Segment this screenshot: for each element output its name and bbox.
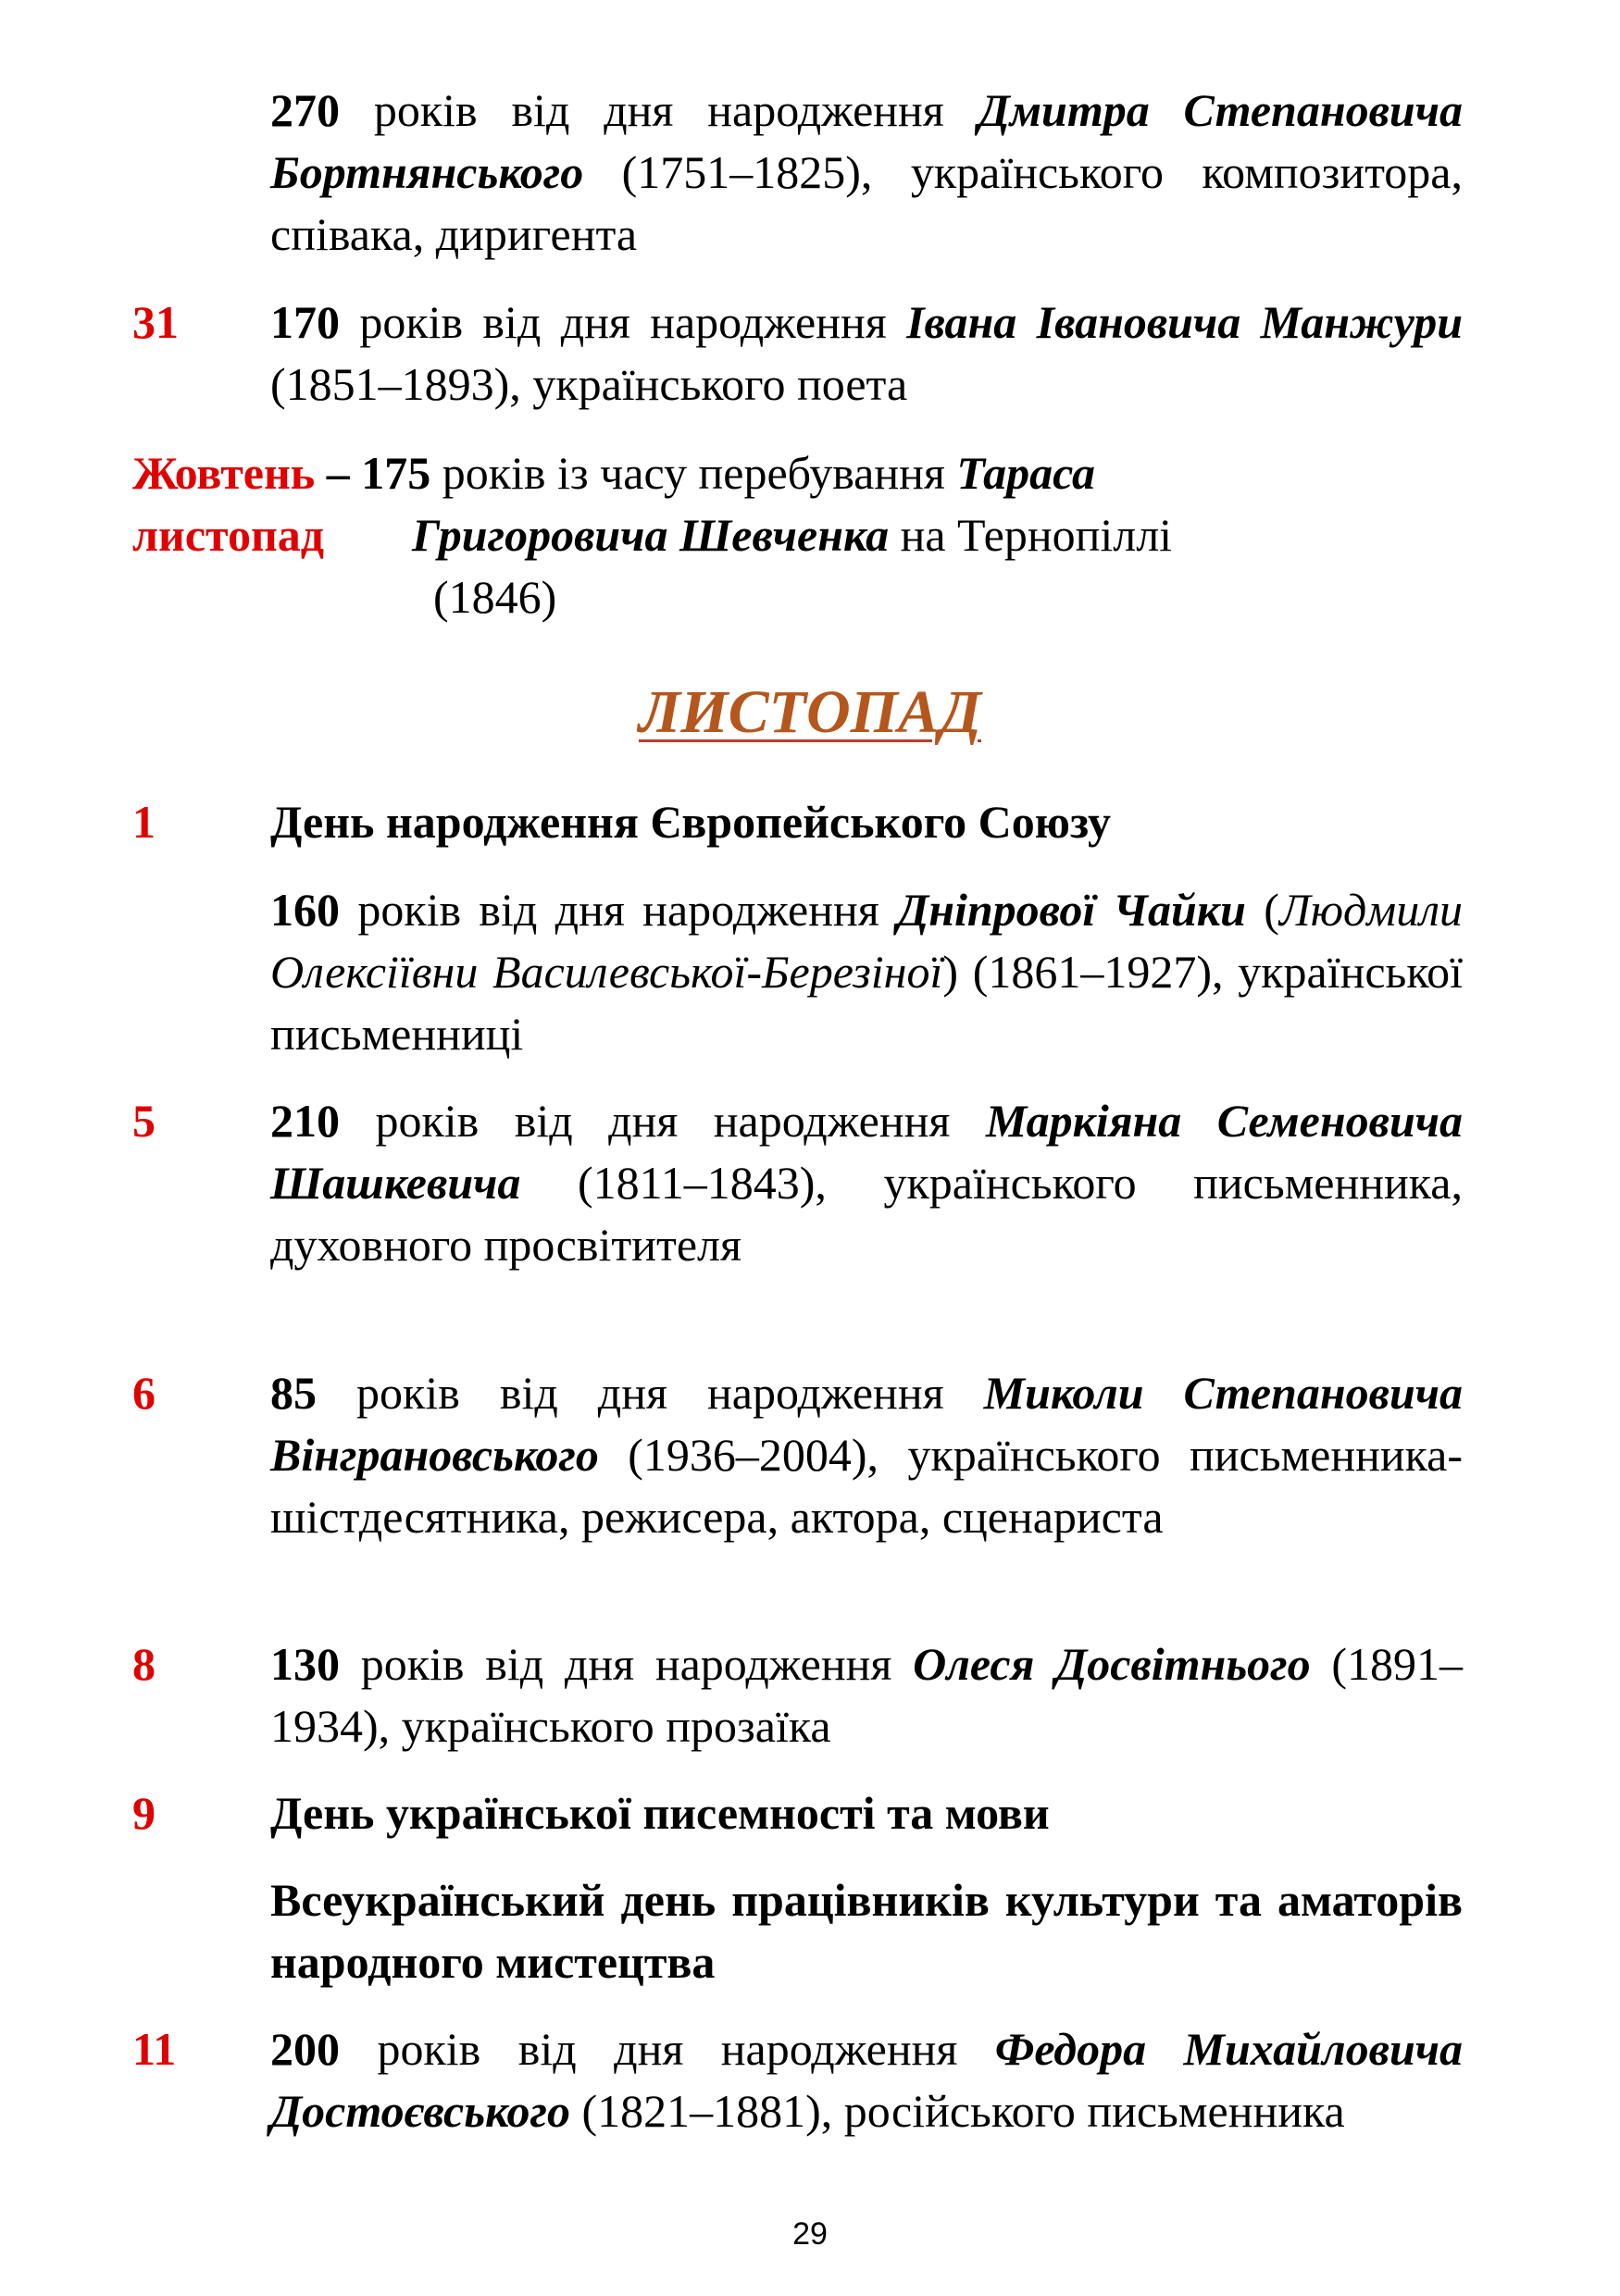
entry-fragment: років від дня народження	[340, 884, 898, 936]
entry-text	[270, 1090, 1463, 1276]
person-name: Маркіяна Семеновича Шашкевича	[270, 1095, 1464, 1209]
range-label-october	[132, 442, 1095, 504]
entry-fragment: років від дня народження	[340, 2023, 995, 2075]
range-entry-years	[433, 566, 556, 628]
entry-fragment: (1936–2004), українського письменника-шістдесятника, режисера, актора, сценариста	[270, 1429, 1463, 1543]
person-name: Федора Михайловича Достоєвського	[270, 2023, 1464, 2137]
person-full-name: Людмили Олексіївни Василевської-Березіної	[270, 884, 1463, 998]
page-number: 29	[792, 2216, 828, 2252]
event-title: День української писемності та мови	[270, 1787, 1050, 1839]
entry-text	[270, 879, 1463, 1065]
anniversary-number: 85	[270, 1367, 317, 1419]
person-name: Тараса	[956, 447, 1095, 499]
entry-date: 5	[132, 1095, 156, 1147]
entry-fragment: ) (1861–1927), української письменниці	[270, 946, 1463, 1060]
person-name: Григоровича Шевченка	[412, 509, 890, 561]
event-title: День народження Європейського Союзу	[270, 796, 1112, 848]
event-title: Всеукраїнський день працівників культури та аматорів народного мистецтва	[270, 1874, 1463, 1988]
anniversary-number: 160	[270, 884, 340, 936]
entry-fragment: (1751–1825), українського композитора, співака, диригента	[270, 146, 1463, 260]
entry-fragment: (1821–1881), російського письменника	[569, 2085, 1345, 2137]
range-label-november	[132, 504, 324, 566]
entry-text	[270, 1633, 1463, 1757]
entry-fragment: (1891–1934), українського прозаїка	[270, 1638, 1464, 1752]
person-name: Дмитра Степановича Бортнянського	[270, 84, 1463, 198]
person-name: Олеся Досвітнього	[913, 1638, 1311, 1690]
entry-fragment: років від дня народження	[340, 1095, 986, 1147]
entry-fragment: (1811–1843), українського письменника, духовного просвітителя	[270, 1157, 1463, 1271]
anniversary-number: 130	[270, 1638, 340, 1690]
dash: –	[315, 447, 362, 499]
section-heading	[0, 676, 1620, 750]
entry-date: 8	[132, 1638, 156, 1690]
entry-text	[270, 80, 1463, 266]
anniversary-number: 270	[270, 84, 340, 136]
entry-text	[270, 2018, 1463, 2142]
entry-fragment: років від дня народження	[340, 1638, 914, 1690]
entry-date: 11	[132, 2023, 177, 2075]
anniversary-number: 170	[270, 296, 340, 348]
entry-fragment: років із часу перебування	[430, 447, 957, 499]
entry-fragment: років від дня народження	[340, 84, 978, 136]
section-heading-text: ЛИСТОПАД	[639, 678, 981, 746]
anniversary-number: 200	[270, 2023, 340, 2075]
person-name: Івана Івановича Манжури	[906, 296, 1463, 348]
entry-text	[270, 791, 1463, 853]
entry-fragment: років від дня народження	[317, 1367, 984, 1419]
range-entry-line2	[412, 504, 1172, 566]
years: (1846)	[433, 571, 557, 623]
entry-fragment: (	[1245, 884, 1279, 936]
entry-text	[270, 1362, 1463, 1548]
month-label: листопад	[132, 509, 325, 561]
person-name: Миколи Степановича Вінграновського	[270, 1367, 1464, 1481]
entry-date: 31	[132, 296, 179, 348]
anniversary-number: 175	[361, 447, 431, 499]
person-name: Дніпрової Чайки	[897, 884, 1246, 936]
entry-fragment: (1851–1893), українського поета	[270, 358, 908, 410]
entry-text	[270, 292, 1463, 416]
month-label: Жовтень	[132, 447, 316, 499]
entry-date: 6	[132, 1367, 156, 1419]
anniversary-number: 210	[270, 1095, 340, 1147]
entry-date: 9	[132, 1787, 156, 1839]
entry-date: 1	[132, 796, 156, 848]
entry-fragment: на Тернопіллі	[889, 509, 1173, 561]
entry-fragment: років від дня народження	[340, 296, 907, 348]
entry-text	[270, 1869, 1463, 1993]
entry-text	[270, 1782, 1463, 1844]
